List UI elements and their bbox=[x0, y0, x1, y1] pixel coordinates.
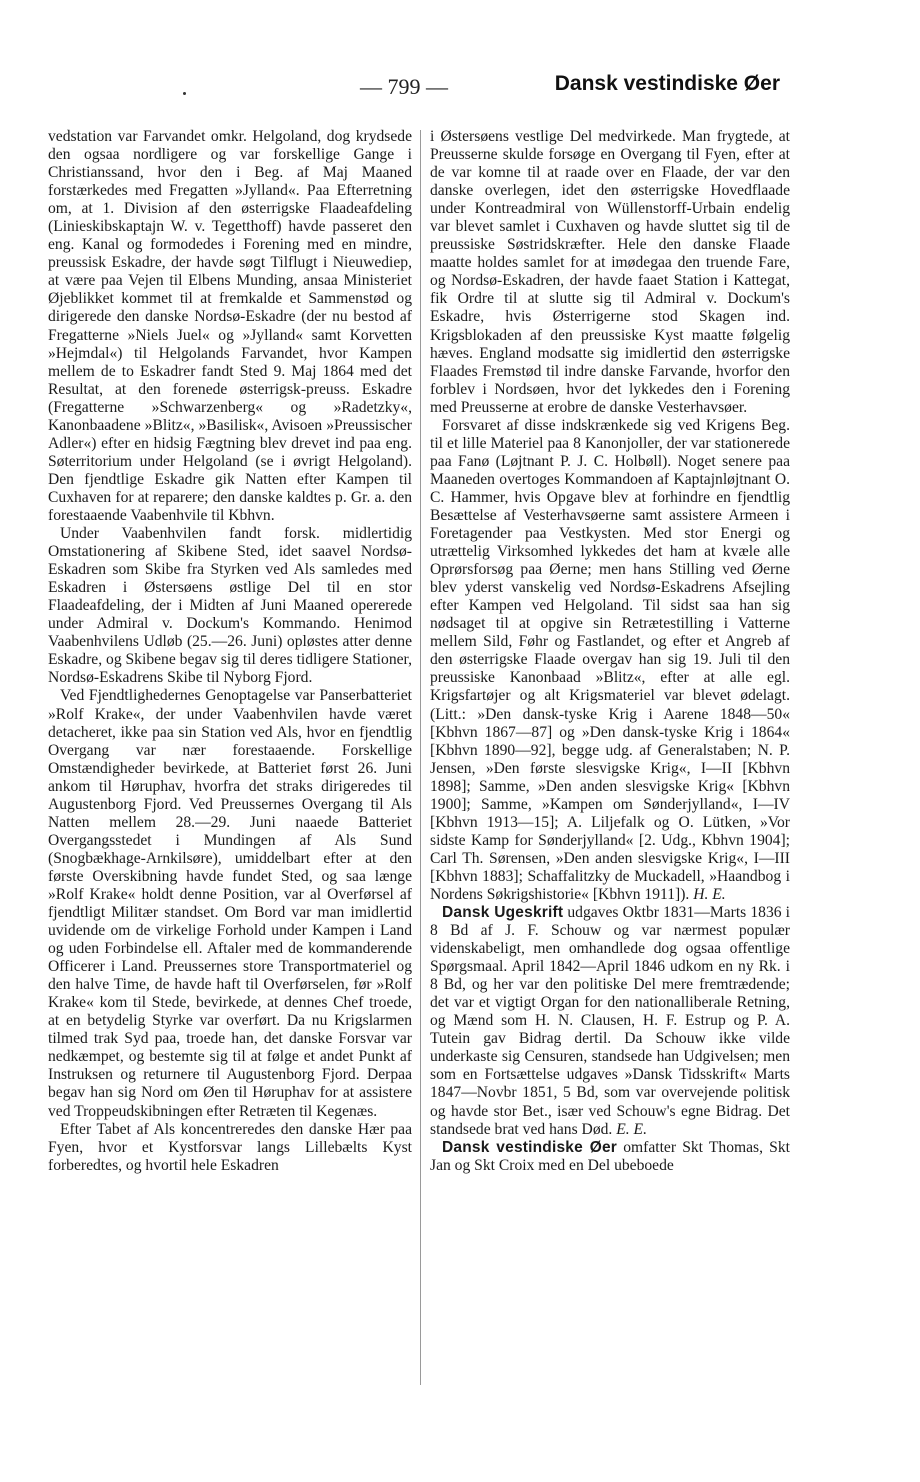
paragraph: vedstation var Farvandet omkr. Helgoland, dog krydsede den ogsaa nordligere og var forskellige Gange i Christianssand, hvor den i Beg. af Maj Maaned forstærkedes med Fregatten »Jylland«. Paa Efterretning om, at 1. Division af den østerrigske Flaadeafdeling (Linieskibskaptajn W. v. Tegetthoff) havde passeret den eng. Kanal og formodedes i Forening med en mindre, preussisk Eskadre, der havde søgt Tilflugt i Nieuwediep, at være paa Vejen til Elbens Munding, ansaa Ministeriet Øjeblikket kommet til at fremkalde et Sammenstød og dirigerede den danske Nordsø-Eskadre (der nu bestod af Fregatterne »Niels Juel« og »Jylland« samt Korvetten »Hejmdal«) til Helgolands Farvandet, hvor Kampen mellem de to Eskadrer fandt Sted 9. Maj 1864 med det Resultat, at den forenede østerrigsk-preuss. Eskadre (Fregatterne »Schwarzenberg« og »Radetzky«, Kanonbaadene »Blitz«, »Basilisk«, Avisoen »Preussischer Adler«) efter en hidsig Fægtning blev drevet ind paa eng. Søterritorium under Helgoland (se i øvrigt Helgoland). Den fjendtlige Eskadre gik Natten efter Kampen til Cuxhaven for at reparere; den danske kaldtes p. Gr. a. den forestaaende Vaabenhvile til Kbhvn. bbox=[48, 128, 412, 524]
entry-dansk-vestindiske-oer bbox=[430, 1139, 790, 1175]
entry-text: omfatter Skt Thomas, Skt Jan og Skt Croix med en Del ubeboede bbox=[430, 1138, 790, 1174]
entry-text: udgaves Oktbr 1831—Marts 1836 i 8 Bd af J. F. Schouw og var nærmest populær videnskabeligt, men omhandlede dog ogsaa offentlige Spørgsmaal. April 1842—April 1846 udkom en ny Rk. i 8 Bd, og her var den politiske Del mere fremtrædende; det var et vigtigt Organ for den nationalliberale Retning, og Mænd som H. N. Clausen, H. F. Estrup og P. A. Tutein gav Bidrag dertil. Da Schouw ikke vilde underkaste sig Censuren, standsede han Udgivelsen; men som en Fortsættelse udgaves »Dansk Tidsskrift« Marts 1847—Novbr 1851, 5 Bd, som var overvejende politisk og havde stor Bet., især ved Schouw's egne Bidrag. Det standsede brat ved hans Død. bbox=[430, 904, 790, 1138]
right-column bbox=[430, 128, 790, 1175]
paragraph: Under Vaabenhvilen fandt forsk. midlertidig Omstationering af Skibene Sted, idet saavel Nordsø-Eskadren som Skibe fra Styrken ved Als samledes med Eskadren i Østersøens østlige Del til en stor Flaadeafdeling, der i Midten af Juni Maaned opererede under Admiral v. Dockum's Kommando. Henimod Vaabenhvilens Udløb (25.—26. Juni) opløstes atter denne Eskadre, og Skibene begav sig til deres tidligere Stationer, Nordsø-Eskadrens Skibe til Nyborg Fjord. bbox=[48, 525, 413, 687]
column-rule bbox=[420, 130, 421, 1385]
entry-headword: Dansk vestindiske Øer bbox=[442, 1138, 618, 1156]
entry-headword: Dansk Ugeskrift bbox=[442, 904, 564, 922]
paragraph: Ved Fjendtlighedernes Genoptagelse var Panserbatteriet »Rolf Krake«, der under Vaabenhvilen havde været detacheret, ikke paa sin Station ved Als, hvor en fjendtlig Overgang var nær forestaaende. Forskellige Omstændigheder bevirkede, at Batteriet først 26. Juni ankom til Høruphav, hvorfra det straks dirigeredes til Augustenborg Fjord. Ved Preussernes Overgang til Als Natten mellem 28.—29. Juni naaede Batteriet Overgangsstedet i Mundingen af Als Sund (Snogbækhage-Arnkilsøre), umiddelbart efter at den første Overskibning havde fundet Sted, og saa længe »Rolf Krake« holdt denne Position, var al Overførsel af fjendtligt Militær standset. Om Bord var man imidlertid uvidende om de virkelige Forhold under Kampen i Land og uden Forbindelse ell. Aftaler med de kommanderende Officerer i Land. Preussernes store Transportmateriel og den halve Time, de havde haft til Overførselen, før »Rolf Krake« kom til Stede, bevirkede, at dennes Chef troede, at en betydelig Styrke var overført. Da nu Krigslarmen tilmed trak Syd paa, troede han, det danske Forsvar var nedkæmpet, og bestemte sig til at følge et andet Punkt af Instruksen og returnere til Augustenborg Fjord. Derpaa begav han sig Nord om Øen til Høruphav for at assistere ved Troppeudskibningen efter Retræten til Kegenæs. bbox=[48, 687, 412, 1120]
print-speck bbox=[183, 92, 186, 95]
running-head: Dansk vestindiske Øer bbox=[554, 72, 780, 95]
author-signature: E. E. bbox=[616, 1120, 647, 1138]
paragraph-text: Forsvaret af disse indskrænkede sig ved Krigens Beg. til et lille Materiel paa 8 Kanonjoller, der var stationerede paa Fanø (Løjtnant P. J. C. Holbøll). Noget senere paa Maaneden overtoges Kommandoen af Kaptajnløjtnant O. C. Hammer, hvis Opgave blev at forhindre en fjendtlig Besættelse af Vesterhavsøerne samt assistere Armeen i Foretagender paa Vestkysten. Med stor Energi og utrættelig Virksomhed lykkedes det ham at kvæle alle Oprørsforsøg paa Øerne; men hans Stilling ved Øerne blev yderst vanskelig ved Nordsø-Eskadrens Afsejling efter Kampen ved Helgoland. Til sidst saa han sig nødsaget til at opgive sin Retrætestilling i Vatterne mellem Sild, Føhr og Fastlandet, og efter et Angreb af den østerrigske Flaade overgav han sig 19. Juli til den preussiske Kanonbaad »Blitz«, efter at alle egl. Krigsfartøjer og alt Krigsmateriel var blevet ødelagt. (Litt.: »Den dansk-tyske Krig i Aarene 1848—50« [Kbhvn 1867—87] og »Den dansk-tyske Krig i 1864« [Kbhvn 1890—92], begge udg. af Generalstaben; N. P. Jensen, »Den første slesvigske Krig«, I—II [Kbhvn 1898]; Samme, »Den anden slesvigske Krig« [Kbhvn 1900]; Samme, »Kampen om Sønderjylland«, I—IV [Kbhvn 1913—15]; A. Liljefalk og O. Lütken, »Vor sidste Kamp for Sønderjylland« [2. Udg., Kbhvn 1904]; Carl Th. Sørensen, »Den anden slesvigske Krig«, I—III [Kbhvn 1883]; Schaffalitzky de Muckadell, »Haandbog i Nordens Søkrigshistorie« [Kbhvn 1911]). bbox=[430, 416, 790, 903]
paragraph: Efter Tabet af Als koncentreredes den danske Hær paa Fyen, hvor et Kystforsvar langs Lillebælts Kyst forberedtes, og hvortil hele Eskadren bbox=[48, 1120, 412, 1174]
left-column bbox=[48, 128, 412, 1175]
page-number: — 799 — bbox=[360, 74, 448, 99]
entry-dansk-ugeskrift bbox=[430, 904, 790, 1139]
page-header bbox=[360, 70, 780, 104]
paragraph: i Østersøens vestlige Del medvirkede. Man frygtede, at Preusserne skulde forsøge en Overgang til Fyen, efter at de var komne til at raade over en Flaade, der var den danske overlegen, idet den østerrigske Hovedflaade under Kontreadmiral von Wüllenstorff-Urbain endelig var blevet samlet i Cuxhaven og havde sluttet sig til de preussiske Søstridskræfter. Hele den danske Flaade maatte holdes samlet for at imødegaa den truende Fare, og Nordsø-Eskadren, der havde faaet Station i Kattegat, fik Ordre til at slutte sig til Admiral v. Dockum's Eskadre, hvis Østerrigerne stod Skagen ind. Krigsblokaden af den preussiske Kyst maatte følgelig hæves. England modsatte sig imidlertid den østerrigske Flaades Fremstød til indre danske Farvande, hvorfor den forblev i Nordsøen, hvor det lykkedes den i Forening med Preusserne at erobre de danske Vesterhavsøer. bbox=[430, 128, 790, 416]
paragraph bbox=[430, 417, 790, 904]
author-signature: H. E. bbox=[693, 885, 726, 903]
